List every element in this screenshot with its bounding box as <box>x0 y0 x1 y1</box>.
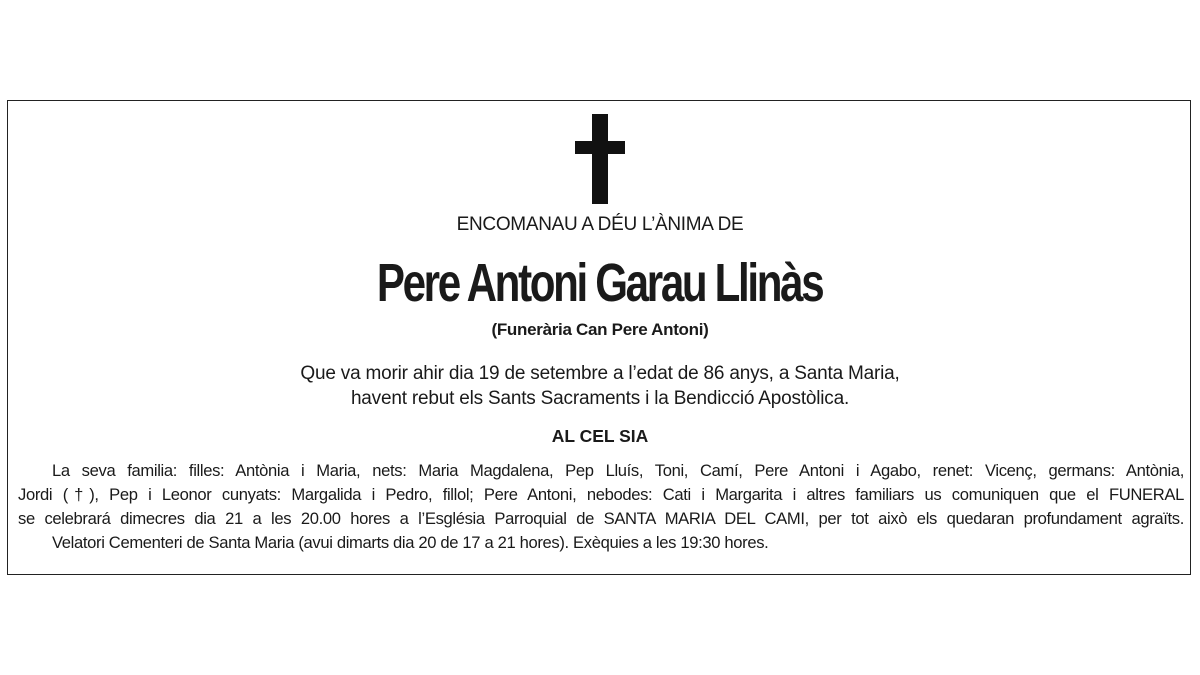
death-info-line: havent rebut els Sants Sacraments i la Bendicció Apostòlica. <box>350 388 850 409</box>
closing-phrase: AL CEL SIA <box>551 426 649 446</box>
wake-info-line: Velatori Cementeri de Santa Maria (avui dimarts dia 20 de 17 a 21 hores). Exèquies a les 19:30 hores. <box>52 533 769 552</box>
family-announcement <box>18 459 1184 555</box>
deceased-name-text: Pere Antoni Garau Llinàs <box>377 253 823 313</box>
death-info <box>0 361 1200 411</box>
family-line: se celebrará dimecres dia 21 a les 20.00 hores a l’Església Parroquial de SANTA MARIA DEL CAMI, per tot això els quedaran profundament agraïts. <box>18 509 1184 528</box>
funeral-home: (Funerària Can Pere Antoni) <box>491 320 709 339</box>
obituary-intro: ENCOMANAU A DÉU L’ÀNIMA DE <box>456 214 744 235</box>
family-line: Jordi (†), Pep i Leonor cunyats: Margalida i Pedro, fillol; Pere Antoni, nebodes: Cati i Margarita i altres familiars us comuniquen que el FUNERAL <box>18 485 1184 504</box>
deceased-name <box>0 248 1200 318</box>
death-info-line: Que va morir ahir dia 19 de setembre a l’edat de 86 anys, a Santa Maria, <box>300 363 900 384</box>
family-line: La seva familia: filles: Antònia i Maria, nets: Maria Magdalena, Pep Lluís, Toni, Camí, Pere Antoni i Agabo, renet: Vicenç, germans: Antònia, <box>52 461 1184 480</box>
cross-icon <box>575 114 625 204</box>
